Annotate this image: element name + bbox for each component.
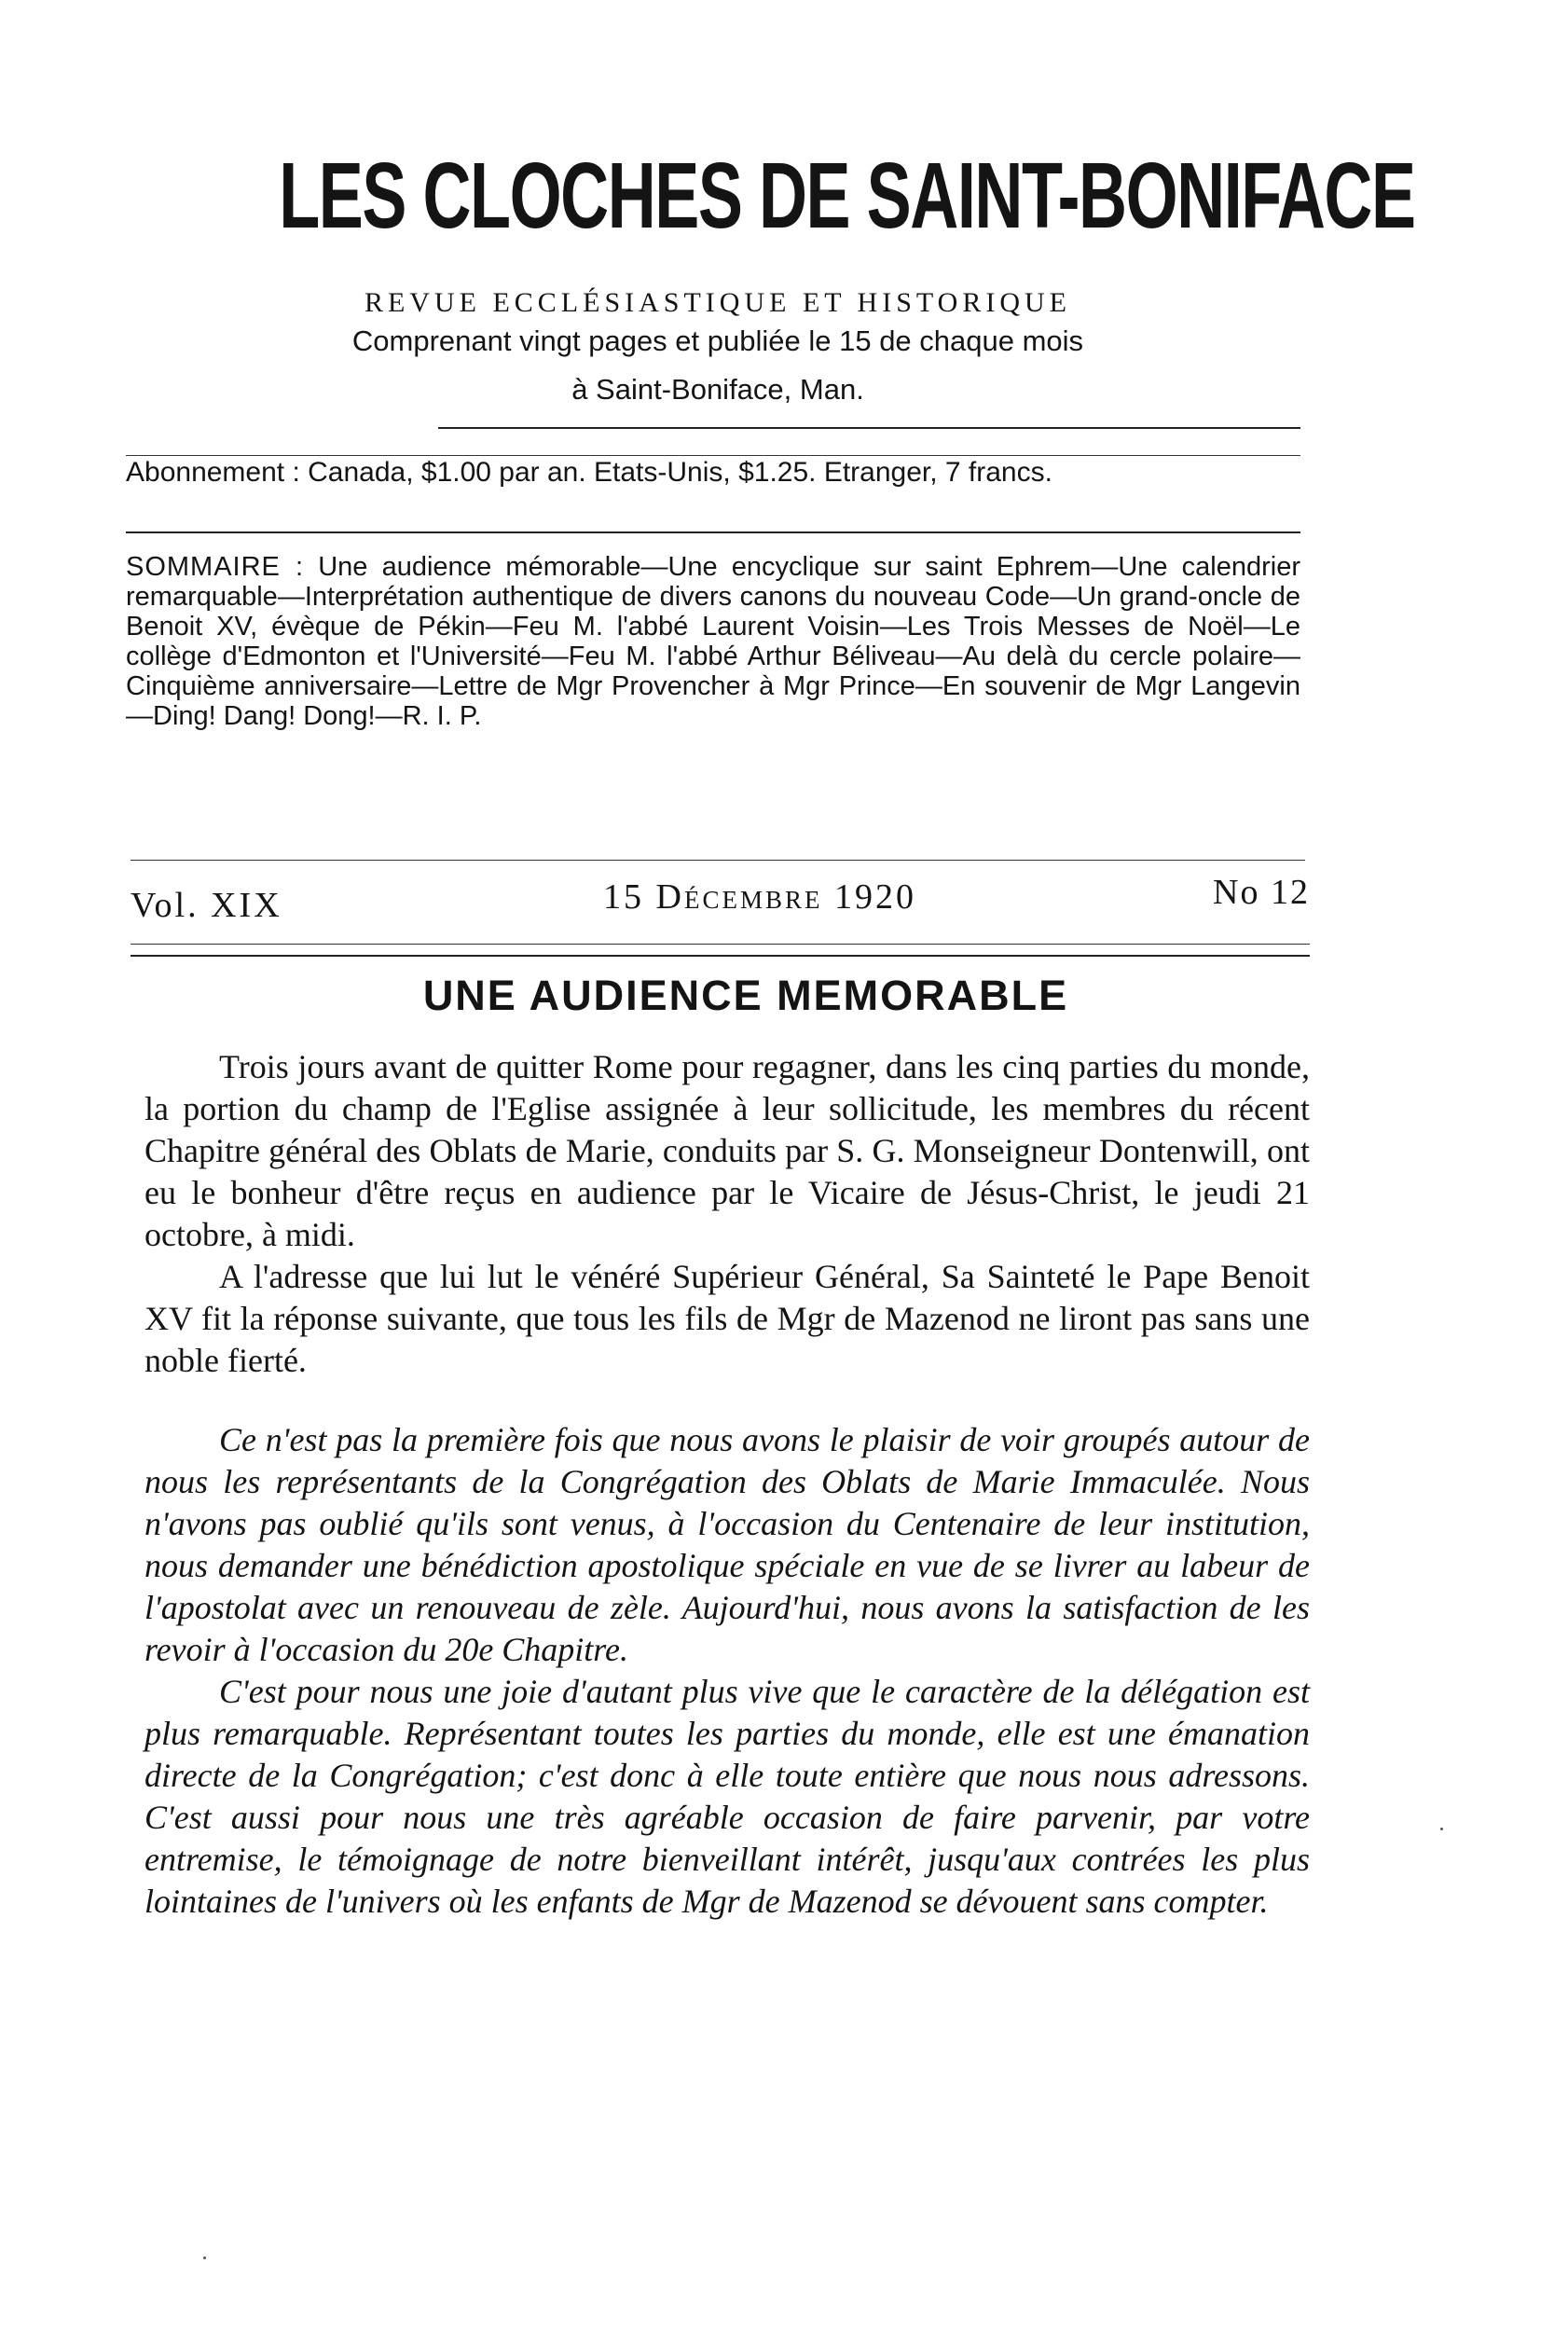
quote-paragraph: C'est pour nous une joie d'autant plus vive que le caractère de la délégation est plus remarquable. Représentant toutes les parties du monde, elle est une émanation directe de la Congrégation; c'est donc à elle toute entière que nous nous adressons. C'est aussi pour nous une très agréable occasion de faire parvenir, par votre entremise, le témoignage de notre bienveillant intérêt, jusqu'aux contrées les plus lointaines de l'univers où les enfants de Mgr de Mazenod se dévouent sans compter.: [144, 1673, 1310, 1920]
article-paragraph: Trois jours avant de quitter Rome pour regagner, dans les cinq parties du monde, la portion du champ de l'Eglise assignée à leur sollicitude, les membres du récent Chapitre général des Oblats de Marie, conduits par S. G. Monseigneur Dontenwill, ont eu le bonheur d'être reçus en audience par le Vicaire de Jésus-Christ, le jeudi 21 octobre, à midi.: [144, 1048, 1310, 1253]
divider-rule: [126, 531, 1300, 533]
masthead-title: LES CLOCHES DE SAINT-BONIFACE: [279, 144, 1415, 248]
masthead-subtitle: REVUE ECCLÉSIASTIQUE ET HISTORIQUE: [364, 287, 1072, 318]
summary-text: Une audience mémorable—Une encyclique sur saint Ephrem—Une calendrier remarquable—Interprétation authentique de divers canons du nouveau Code—Un grand-oncle de Benoit XV, évèque de Pékin—Feu M. l'abbé Laurent Voisin—Les Trois Messes de Noël—Le collège d'Edmonton et l'Université—Feu M. l'abbé Arthur Béliveau—Au delà du cercle polaire—Cinquième anniversaire—Lettre de Mgr Provencher à Mgr Prince—En souvenir de Mgr Langevin—Ding! Dang! Dong!—R. I. P.: [126, 552, 1300, 731]
divider-rule: [126, 455, 1300, 456]
divider-rule: [438, 427, 1300, 429]
table-of-contents: [126, 552, 1300, 731]
subscription-rates: Abonnement : Canada, $1.00 par an. Etats-Unis, $1.25. Etranger, 7 francs.: [126, 457, 1052, 488]
print-speck: [1440, 1828, 1443, 1830]
article-headline: UNE AUDIENCE MEMORABLE: [422, 972, 1069, 1019]
print-speck: [203, 2256, 206, 2259]
quote-paragraph: Ce n'est pas la première fois que nous avons le plaisir de voir groupés autour de nous les représentants de la Congrégation des Oblats de Marie Immaculée. Nous n'avons pas oublié qu'ils sont venus, à l'occasion du Centenaire de leur institution, nous demander une bénédiction apostolique spéciale en vue de se livrer au labeur de l'apostolat avec un renouveau de zèle. Aujourd'hui, nous avons la satisfaction de les revoir à l'occasion du 20e Chapitre.: [144, 1421, 1310, 1668]
volume-label: Vol. XIX: [131, 886, 282, 925]
divider-rule: [131, 955, 1310, 957]
divider-rule: [131, 944, 1310, 945]
publication-line-2: à Saint-Boniface, Man.: [571, 373, 864, 406]
issue-info-bar: [126, 872, 1310, 925]
papal-response-quote: [144, 1419, 1310, 1923]
summary-label: SOMMAIRE :: [126, 552, 305, 582]
divider-rule: [131, 860, 1305, 861]
publication-line-1: Comprenant vingt pages et publiée le 15 de chaque mois: [351, 324, 1084, 357]
article-paragraph: A l'adresse que lui lut le vénéré Supérieur Général, Sa Sainteté le Pape Benoit XV fit la réponse suivante, que tous les fils de Mgr de Mazenod ne liront pas sans une noble fierté.: [144, 1258, 1310, 1379]
publication-info: [186, 317, 1249, 414]
issue-number: No 12: [1213, 873, 1310, 912]
article-body: [144, 1046, 1310, 1382]
issue-date: 15 Décembre 1920: [603, 877, 916, 917]
